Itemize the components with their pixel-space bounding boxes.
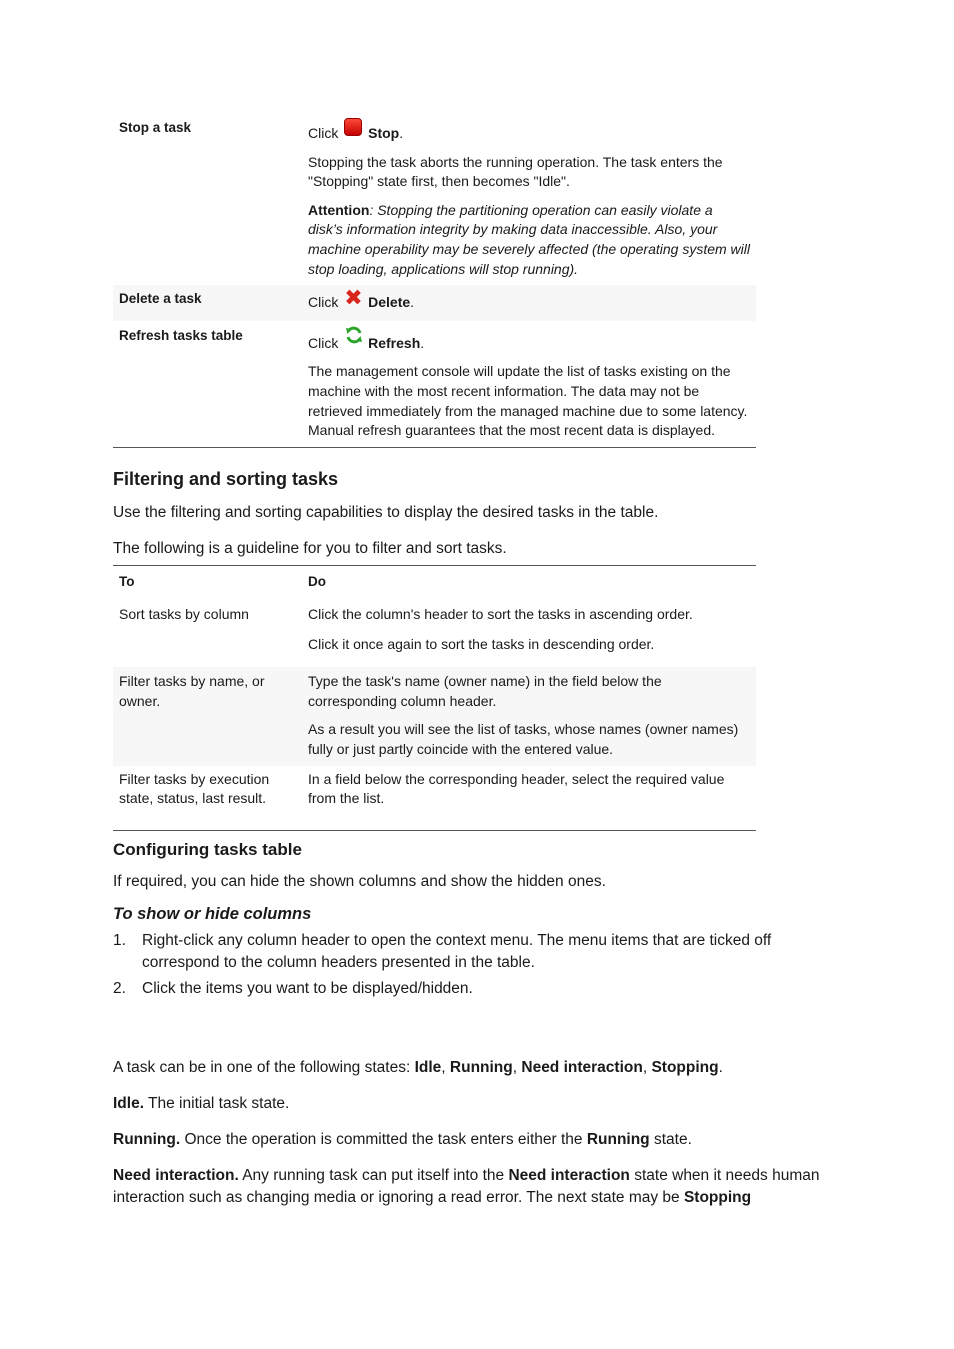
separator: ,	[642, 1059, 652, 1076]
row-to: Filter tasks by execution state, status, last result.	[119, 770, 270, 807]
refresh-icon	[344, 325, 362, 343]
click-prefix: Click	[308, 294, 339, 311]
row-to: Filter tasks by name, or owner.	[119, 673, 265, 709]
filtering-guideline: The following is a guideline for you to filter and sort tasks.	[113, 540, 507, 557]
stopping-bold: Stopping	[683, 1189, 752, 1206]
steps-list	[113, 930, 833, 1004]
filtering-intro: Use the filtering and sorting capabilities to display the desired tasks in the table.	[113, 504, 659, 521]
row-do-line: Click it once again to sort the tasks in descending order.	[308, 635, 655, 652]
click-prefix: Click	[308, 125, 339, 141]
section-heading-configuring: Configuring tasks table	[113, 840, 302, 859]
attention-note	[308, 201, 750, 279]
row-description: Click Refresh. The management console will update the list of tasks existing on the machine with the most recent information. The data may not be retrieved immediately from the managed machine due to some latency. Manual refresh guarantees that the most recent data is displayed.	[308, 328, 756, 441]
state-need-interaction: Need interaction	[521, 1059, 643, 1076]
step-text: Right-click any column header to open the context menu. The menu items that are ticked off correspond to the column headers presented in the table.	[142, 932, 772, 971]
idle-description	[113, 1093, 833, 1115]
column-header-do: Do	[308, 574, 326, 589]
row-do-line: Type the task's name (owner name) in the field below the corresponding column header.	[308, 673, 662, 709]
table-row-delete-task	[113, 285, 756, 321]
list-item	[113, 930, 833, 974]
need-interaction-label: Need interaction.	[113, 1167, 239, 1184]
running-bold: Running	[586, 1131, 650, 1148]
attention-label: Attention	[308, 201, 370, 218]
separator: ,	[512, 1059, 522, 1076]
running-description	[113, 1129, 833, 1151]
delete-action-label: Delete	[368, 294, 411, 311]
need-interaction-bold: Need interaction	[508, 1167, 630, 1184]
states-intro	[113, 1057, 833, 1079]
row-label: Refresh tasks table	[119, 327, 243, 343]
separator: ,	[441, 1059, 450, 1076]
stop-action-label: Stop	[368, 125, 400, 141]
table-row-stop-task	[113, 112, 756, 285]
row-description: Click ✖ Delete.	[308, 285, 415, 311]
refresh-description: The management console will update the list of tasks existing on the machine with the most recent information. The data may not be retrieved immediately from the managed machine due to some latency. Manual refresh guarantees that the most recent data is displayed.	[308, 363, 748, 439]
task-actions-table	[113, 112, 756, 448]
states-intro-text: A task can be in one of the following states:	[113, 1059, 415, 1076]
row-label: Delete a task	[119, 291, 202, 307]
period: .	[718, 1059, 723, 1076]
row-do	[308, 770, 756, 809]
section-heading-filtering: Filtering and sorting tasks	[113, 469, 339, 489]
filter-sort-table	[113, 565, 756, 831]
table-row	[113, 667, 756, 765]
step-text: Click the items you want to be displayed/hidden.	[142, 980, 473, 997]
table-row	[113, 597, 756, 667]
row-label: Stop a task	[119, 120, 192, 135]
need-interaction-text-2: state when it needs human interaction such as changing media or ignoring a read error. The next state may be	[113, 1167, 820, 1206]
refresh-action-label: Refresh	[368, 334, 421, 351]
row-do-line: As a result you will see the list of tasks, whose names (owner names) fully or just partly coincide with the entered value.	[308, 721, 739, 757]
attention-text: : Stopping the partitioning operation can easily violate a disk’s information integrity by making data inaccessible. Also, your machine operability may be severely affected (the operating system will stop loading, applications will stop running).	[308, 201, 750, 277]
column-header-to: To	[119, 574, 135, 589]
state-stopping: Stopping	[651, 1059, 719, 1076]
step-number: 1.	[113, 932, 126, 949]
row-description: Click Stop. Stopping the task aborts the running operation. The task enters the "Stopping" state first, then becomes "Idle". Attention: Stopping the partitioning operation can easily violate a disk’s information integrity by making data inaccessible. Also, your machine operability may be severely affected (the operating system will stop loading, applications will stop running).	[308, 120, 756, 279]
configuring-intro: If required, you can hide the shown columns and show the hidden ones.	[113, 873, 606, 890]
row-do-line: Click the column's header to sort the tasks in ascending order.	[308, 606, 693, 622]
table-header-row	[113, 566, 756, 597]
stop-icon	[344, 118, 362, 136]
list-item	[113, 978, 833, 1000]
step-number: 2.	[113, 980, 126, 997]
row-do-line: In a field below the corresponding header, select the required value from the list.	[308, 770, 725, 807]
procedure-heading: To show or hide columns	[113, 905, 312, 923]
need-interaction-description	[113, 1165, 833, 1209]
idle-label: Idle.	[113, 1095, 145, 1112]
idle-text: The initial task state.	[144, 1095, 290, 1112]
click-prefix: Click	[308, 334, 339, 351]
state-running: Running	[449, 1059, 513, 1076]
delete-x-icon: ✖	[344, 285, 363, 311]
need-interaction-text: Any running task can put itself into the	[238, 1167, 509, 1184]
running-label: Running.	[113, 1131, 181, 1148]
state-idle: Idle	[414, 1059, 442, 1076]
stop-description: Stopping the task aborts the running operation. The task enters the "Stopping" state first, then becomes "Idle".	[308, 153, 723, 190]
table-row-refresh-tasks	[113, 321, 756, 447]
row-to: Sort tasks by column	[119, 606, 249, 622]
running-text: Once the operation is committed the task enters either the	[180, 1131, 587, 1148]
table-row	[113, 766, 756, 830]
row-do	[308, 605, 756, 654]
running-end: state.	[649, 1131, 692, 1148]
row-do	[308, 672, 756, 759]
